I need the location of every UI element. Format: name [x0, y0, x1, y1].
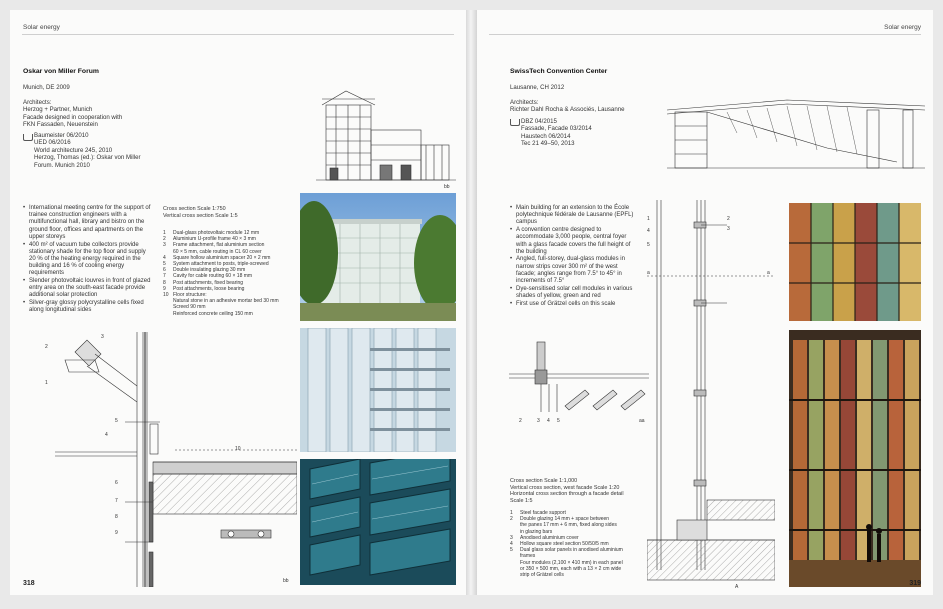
convention-center-cross-section [667, 88, 925, 178]
svg-text:2: 2 [727, 216, 730, 222]
svg-text:a: a [767, 270, 770, 276]
svg-text:4: 4 [105, 432, 108, 438]
header-rule [22, 34, 454, 35]
legend-item: 8 Post attachments, fixed bearing [163, 279, 244, 286]
caption-line: Horizontal cross section through a facade detail [510, 491, 624, 498]
figure-caption [163, 206, 238, 219]
collector-detail-photo [300, 459, 456, 585]
legend-item: 1 Dual-glass photovoltaic module 12 mm [163, 230, 260, 236]
svg-text:5: 5 [557, 418, 560, 424]
feature-list [23, 205, 151, 315]
svg-text:9: 9 [115, 530, 118, 536]
legend-item: 4 Hollow square steel section 50/50/5 mm [510, 541, 609, 548]
svg-text:a: a [647, 270, 650, 276]
svg-text:A: A [735, 584, 739, 590]
reference-line: Herzog, Thomas (ed.): Oskar von Miller [34, 154, 141, 162]
caption-line: Vertical cross section Scale 1:5 [163, 212, 238, 219]
architect-line: FKN Fassaden, Neuenstein [23, 121, 98, 129]
reference-line: Tec 21 49–50, 2013 [521, 140, 575, 148]
architects-label: Architects: [510, 99, 539, 106]
legend-item: 1 Steel facade support [510, 510, 566, 516]
reference-line: Fassade, Facade 03/2014 [521, 125, 592, 133]
reference-line: Haustech 06/2014 [521, 132, 571, 140]
references-block [511, 118, 592, 148]
vertical-facade-section [25, 332, 297, 587]
architects-block [23, 99, 122, 129]
book-gutter [466, 10, 477, 595]
reference-line: DBZ 04/2015 [521, 118, 557, 125]
feature-item: • A convention centre designed to accommodate 3,000 people, central foyer with a glass facade covers the full height of the building [510, 227, 638, 256]
feature-list [510, 205, 638, 308]
legend-item: 10 Floor structure: Natural stone in an adhesive mortar bed 30 mm Screed 90 mm Reinforced concrete ceiling 150 mm [163, 292, 279, 317]
architects-label: Architects: [23, 99, 52, 106]
feature-item: • Main building for an extension to the École polytechnique fédérale de Lausanne (EPFL) campus [510, 205, 638, 227]
svg-text:3: 3 [727, 226, 730, 232]
svg-text:5: 5 [647, 242, 650, 248]
svg-text:2: 2 [45, 344, 48, 350]
feature-item: • Slender photovoltaic louvres in front of glazed entry area on the south-east facade provide additional solar protection [23, 278, 151, 300]
west-facade-vertical-section [647, 200, 775, 590]
reference-line: Baumeister 06/2010 [34, 132, 89, 139]
svg-text:4: 4 [547, 418, 550, 424]
legend-item: 5 System attachment to posts, triple-screwed [163, 261, 269, 268]
feature-item: • International meeting centre for the support of trainee construction engineers with a multifunctional hall, library and bistro on the ground floor, offices and apartments on the upper storeys [23, 205, 151, 241]
running-header: Solar energy [23, 24, 60, 31]
caption-line: Scale 1:5 [510, 497, 533, 504]
svg-text:2: 2 [519, 418, 522, 424]
project-title: SwissTech Convention Center [510, 68, 608, 75]
project-location: Munich, DE 2009 [23, 84, 70, 91]
legend-item: 3 Frame attachment, flat aluminium section 60 × 5 mm, cable routing in CL 60 cover [163, 242, 265, 255]
svg-text:aa: aa [639, 418, 645, 424]
svg-text:7: 7 [115, 498, 118, 504]
svg-text:5: 5 [115, 418, 118, 424]
svg-text:1: 1 [647, 216, 650, 222]
drawing-tag: bb [444, 184, 450, 190]
caption-line: Cross section Scale 1:1,000 [510, 478, 578, 484]
svg-text:8: 8 [115, 514, 118, 520]
svg-text:bb: bb [283, 578, 289, 584]
feature-item: • Dye-sensitised solar cell modules in various shades of yellow, green and red [510, 286, 638, 300]
feature-item: • Angled, full-storey, dual-glass modules in narrow strips cover 300 m² of the west facade; angles range from 7.5° to 45° in increments of 7.5° [510, 256, 638, 285]
drawing-legend [510, 510, 642, 578]
reference-line: World architecture 245, 2010 [34, 146, 113, 154]
legend-item: 3 Anodised aluminium cover [510, 534, 579, 541]
caption-line: Vertical cross section, west facade Scale 1:20 [510, 484, 620, 491]
architect-line: Richter Dahl Rocha & Associés, Lausanne [510, 106, 625, 114]
legend-item: 2 Aluminium U-profile frame 40 × 3 mm [163, 236, 256, 243]
legend-item: 5 Dual glass solar panels in anodised aluminium frames Four modules (2,100 × 410 mm) in each panel or 350 × 500 mm, each with a 13 × 2 cm wide strip of Grätzel cells [510, 547, 623, 579]
caption-line: Cross section Scale 1:750 [163, 206, 226, 212]
project-location: Lausanne, CH 2012 [510, 84, 565, 91]
legend-item: 7 Cavity for cable routing 60 × 18 mm [163, 273, 253, 280]
architect-line: Facade designed in cooperation with [23, 113, 123, 121]
references-block [24, 132, 141, 169]
legend-item: 4 Square hollow aluminium spacer 20 × 2 mm [163, 254, 271, 261]
svg-text:1: 1 [45, 380, 48, 386]
dsc-panel-closeup-photo [789, 203, 921, 321]
left-page [10, 10, 466, 595]
reference-line: Forum. Munich 2010 [34, 161, 90, 169]
legend-item: 9 Post attachments, loose bearing [163, 285, 245, 292]
architects-block [510, 99, 625, 114]
reference-line: UED 06/2016 [34, 139, 71, 147]
building-exterior-photo [300, 193, 456, 321]
right-page [477, 10, 933, 595]
horizontal-facade-detail [509, 330, 649, 425]
feature-item: • 400 m² of vacuum tube collectors provide stationary shade for the top floor and supply 20 % of the heating energy required in the building and 16 % of cooling energy requirements [23, 242, 151, 278]
figure-caption [510, 478, 624, 504]
legend-item: 2 Double glazing 14 mm + space between the panes 17 mm + 6 mm, fixed along sides in glazing bars [510, 516, 617, 535]
svg-text:3: 3 [101, 334, 104, 340]
running-header: Solar energy [884, 24, 921, 31]
foyer-interior-photo [789, 330, 921, 587]
svg-text:6: 6 [115, 480, 118, 486]
pv-louvre-photo [300, 328, 456, 452]
header-rule [489, 34, 921, 35]
feature-item: • First use of Grätzel cells on this scale [510, 301, 638, 308]
legend-item: 6 Double insulating glazing 30 mm [163, 267, 246, 274]
building-cross-section [316, 85, 456, 190]
svg-text:4: 4 [647, 228, 650, 234]
drawing-legend [163, 230, 298, 317]
page-number: 319 [909, 580, 921, 587]
architect-line: Herzog + Partner, Munich [23, 106, 93, 114]
project-title: Oskar von Miller Forum [23, 68, 99, 75]
page-number: 318 [23, 580, 35, 587]
svg-text:10: 10 [235, 446, 241, 452]
feature-item: • Silver-gray glossy polycrystalline cells fixed along longitudinal sides [23, 300, 151, 314]
svg-text:3: 3 [537, 418, 540, 424]
